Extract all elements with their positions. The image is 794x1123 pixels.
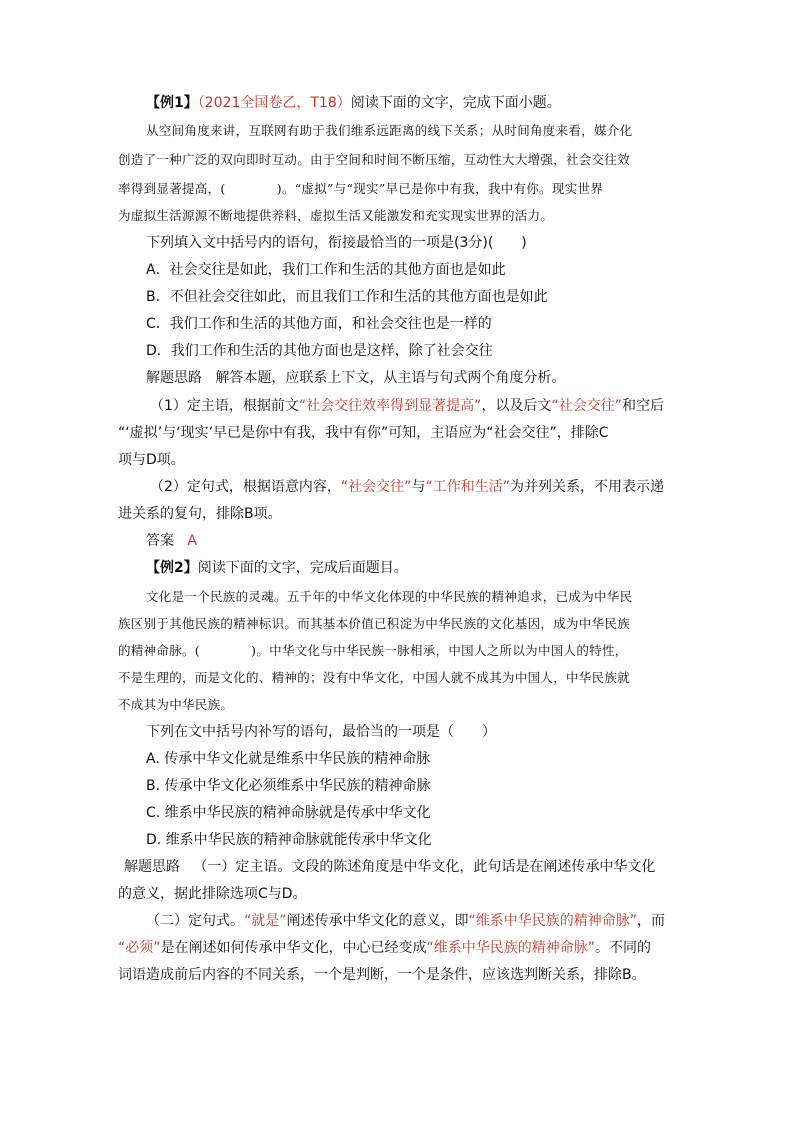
ex1-analysis-point-1-line-3: 项与D项。: [118, 452, 185, 468]
example-1-source: （2021全国卷乙，T18）: [197, 95, 351, 111]
ex1-analysis-point-1-line-1: [150, 396, 664, 416]
ex1-passage-line-4: 为虚拟生活源源不断地提供养料，虚拟生活又能激发和充实现实世界的活力。: [118, 208, 554, 223]
ex1-p1-text-b: ，以及后文: [481, 398, 552, 414]
ex1-p2-text-a: （2）定句式，根据语意内容，: [150, 479, 341, 495]
ex2-passage-line-2: 族区别于其他民族的精神标识。而其基本价值已积淀为中华民族的文化基因，成为中华民族: [118, 616, 631, 631]
ex2-a2-text-a: （二）定句式。: [146, 913, 244, 929]
ex1-analysis-label: 解题思路: [146, 370, 202, 386]
example-1-label: 【例1】: [146, 95, 198, 111]
example-1-instruction: 阅读下面的文字，完成下面小题。: [350, 95, 561, 111]
ex2-a2-quote-1: “就是”: [244, 913, 287, 929]
ex1-analysis-intro: 解答本题，应联系上下文，从主语与句式两个角度分析。: [215, 370, 566, 386]
ex2-a2-quote-3: “必须”: [118, 940, 161, 956]
ex2-option-c: C. 维系中华民族的精神命脉就是传承中华文化: [146, 805, 431, 821]
ex1-analysis-heading: [146, 368, 565, 388]
example-1-title: [146, 93, 561, 113]
ex1-answer-value: A: [187, 533, 197, 549]
ex1-p2-quote-2: “工作和生活”: [425, 479, 510, 495]
ex2-a2-quote-2: “维系中华民族的精神命脉”: [468, 913, 638, 929]
ex2-a2-text-b: 阐述传承中华文化的意义，即: [286, 913, 469, 929]
ex2-option-a: A. 传承中华文化就是维系中华民族的精神命脉: [146, 751, 431, 767]
ex1-question: 下列填入文中括号内的语句，衔接最恰当的一项是(3分)( ): [146, 235, 527, 251]
ex1-option-a: A．社会交往是如此，我们工作和生活的其他方面也是如此: [146, 262, 506, 278]
ex2-a2-text-c: ，而: [637, 913, 666, 929]
ex1-analysis-point-2-line-1: [150, 477, 664, 497]
ex1-p1-quote-2: “社会交往”: [551, 398, 622, 414]
ex1-analysis-point-1-line-2: “‘虚拟’与‘现实’早已是你中有我，我中有你”可知，主语应为“社会交往”，排除C: [118, 425, 609, 441]
ex2-option-b: B. 传承中华文化必须维系中华民族的精神命脉: [146, 778, 431, 794]
ex1-answer-label: 答案: [146, 533, 174, 549]
ex2-passage-line-4: 不是生理的，而是文化的、精神的；没有中华文化，中国人就不成其为中国人，中华民族就: [118, 670, 631, 685]
ex2-a1-text: （一）定主语。文段的陈述角度是中华文化，此句话是在阐述传承中华文化: [193, 859, 656, 875]
ex1-passage-line-3: 率得到显著提高，( )。“虚拟”与“现实”早已是你中有我，我中有你。现实世界: [118, 181, 604, 196]
ex1-answer: [146, 531, 197, 551]
ex1-option-c: C．我们工作和生活的其他方面，和社会交往也是一样的: [146, 316, 492, 332]
ex2-analysis-point-1-line-1: [124, 857, 655, 877]
ex2-passage-line-1: 文化是一个民族的灵魂。五千年的中华文化体现的中华民族的精神追求，已成为中华民: [146, 589, 633, 604]
ex2-analysis-point-2-line-1: [146, 911, 665, 931]
ex1-analysis-point-2-line-2: 进关系的复句，排除B项。: [118, 506, 282, 522]
ex2-option-d: D. 维系中华民族的精神命脉就能传承中华文化: [146, 832, 432, 848]
ex1-passage-line-2: 创造了一种广泛的双向即时互动。由于空间和时间不断压缩，互动性大大增强，社会交往效: [118, 152, 631, 167]
ex2-a2-text-e: 。不同的: [595, 940, 652, 956]
ex2-analysis-point-1-line-2: 的意义，据此排除选项C与D。: [118, 886, 307, 902]
ex1-p1-quote-1: “社会交往效率得到显著提高”: [298, 398, 482, 414]
ex1-p2-text-b: 与: [411, 479, 426, 495]
ex1-p2-text-c: 为并列关系，不用表示递: [509, 479, 664, 495]
example-2-title: [146, 558, 408, 578]
ex2-analysis-point-2-line-3: 词语造成前后内容的不同关系，一个是判断，一个是条件，应该选判断关系，排除B。: [118, 967, 646, 983]
ex1-p1-text-a: （1）定主语，根据前文: [150, 398, 299, 414]
example-2-label: 【例2】: [146, 560, 198, 576]
ex2-question: 下列在文中括号内补写的语句，最恰当的一项是（ ）: [146, 724, 496, 740]
ex1-option-b: B．不但社会交往如此，而且我们工作和生活的其他方面也是如此: [146, 289, 548, 305]
ex2-passage-line-5: 不成其为中华民族。: [118, 697, 234, 712]
ex2-passage-line-3: 的精神命脉。( )。中华文化与中华民族一脉相承，中国人之所以为中国人的特性，: [118, 643, 628, 658]
ex2-analysis-label: 解题思路: [124, 859, 180, 875]
ex2-a2-quote-4: “维系中华民族的精神命脉”: [426, 940, 596, 956]
ex1-passage-line-1: 从空间角度来讲，互联网有助于我们维系远距离的线下关系；从时间角度来看，媒介化: [146, 123, 633, 138]
ex2-a2-text-d: 是在阐述如何传承中华文化，中心已经变成: [160, 940, 427, 956]
example-2-instruction: 阅读下面的文字，完成后面题目。: [197, 560, 408, 576]
ex1-option-d: D．我们工作和生活的其他方面也是这样，除了社会交往: [146, 343, 493, 359]
ex1-p1-text-c: 和空后: [621, 398, 664, 414]
ex1-p2-quote-1: “社会交往”: [340, 479, 412, 495]
ex2-analysis-point-2-line-2: [118, 938, 651, 958]
